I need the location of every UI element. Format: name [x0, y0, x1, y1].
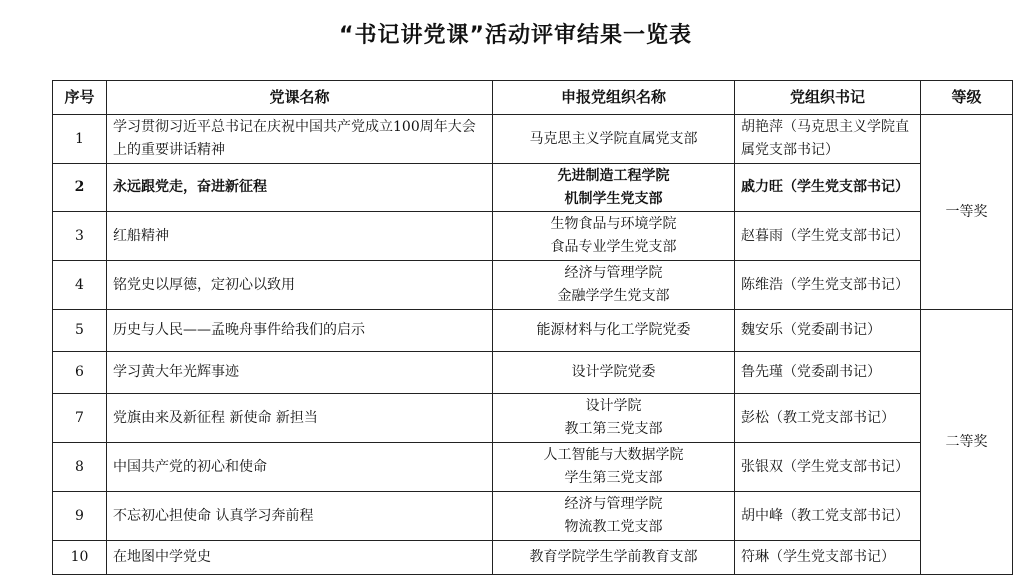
header-award: 等级	[921, 81, 1013, 115]
row-org	[493, 492, 735, 541]
row-secretary: 胡中峰（教工党支部书记）	[735, 492, 921, 541]
row-org	[493, 541, 735, 575]
org-line: 人工智能与大数据学院	[543, 447, 684, 463]
results-table	[52, 80, 1013, 575]
row-secretary: 赵暮雨（学生党支部书记）	[735, 212, 921, 261]
row-secretary: 戚力旺（学生党支部书记）	[735, 164, 921, 212]
org-line: 经济与管理学院	[564, 265, 663, 281]
row-course: 学习黄大年光辉事迹	[107, 352, 493, 394]
row-course: 铭党史以厚德，定初心以致用	[107, 261, 493, 310]
row-secretary: 张银双（学生党支部书记）	[735, 443, 921, 492]
org-line: 设计学院党委	[571, 364, 656, 380]
row-course: 不忘初心担使命 认真学习奔前程	[107, 492, 493, 541]
row-course: 历史与人民——孟晚舟事件给我们的启示	[107, 310, 493, 352]
org-line: 能源材料与化工学院党委	[536, 322, 691, 338]
table-row	[53, 394, 1013, 443]
row-no: 1	[53, 115, 107, 164]
row-no: 2	[53, 164, 107, 212]
org-line: 金融学学生党支部	[557, 288, 670, 304]
org-line: 设计学院	[585, 398, 642, 414]
org-line: 教工第三党支部	[564, 421, 663, 437]
table-row	[53, 164, 1013, 212]
row-course: 永远跟党走，奋进新征程	[107, 164, 493, 212]
row-org	[493, 212, 735, 261]
org-line: 生物食品与环境学院	[550, 216, 677, 232]
row-secretary: 鲁先瑾（党委副书记）	[735, 352, 921, 394]
org-line: 学生第三党支部	[564, 470, 663, 486]
org-line: 教育学院学生学前教育支部	[529, 549, 698, 565]
row-course: 学习贯彻习近平总书记在庆祝中国共产党成立100周年大会上的重要讲话精神	[107, 115, 493, 164]
header-org: 申报党组织名称	[493, 81, 735, 115]
table-row	[53, 352, 1013, 394]
row-course: 中国共产党的初心和使命	[107, 443, 493, 492]
row-no: 10	[53, 541, 107, 575]
row-course: 红船精神	[107, 212, 493, 261]
header-course: 党课名称	[107, 81, 493, 115]
table-row	[53, 443, 1013, 492]
row-secretary: 胡艳萍（马克思主义学院直属党支部书记）	[735, 115, 921, 164]
award-second: 二等奖	[921, 310, 1013, 575]
header-no: 序号	[53, 81, 107, 115]
row-secretary: 魏安乐（党委副书记）	[735, 310, 921, 352]
org-line: 先进制造工程学院	[557, 167, 670, 184]
row-no: 5	[53, 310, 107, 352]
header-row	[53, 81, 1013, 115]
row-no: 3	[53, 212, 107, 261]
row-org	[493, 394, 735, 443]
org-line: 物流教工党支部	[564, 519, 663, 535]
row-no: 9	[53, 492, 107, 541]
row-course: 在地图中学党史	[107, 541, 493, 575]
table-row	[53, 212, 1013, 261]
header-secretary: 党组织书记	[735, 81, 921, 115]
row-no: 6	[53, 352, 107, 394]
org-line: 马克思主义学院直属党支部	[529, 130, 698, 147]
row-secretary: 符琳（学生党支部书记）	[735, 541, 921, 575]
row-course: 党旗由来及新征程 新使命 新担当	[107, 394, 493, 443]
row-org	[493, 352, 735, 394]
org-line: 食品专业学生党支部	[550, 239, 677, 255]
row-org	[493, 115, 735, 164]
org-line: 经济与管理学院	[564, 496, 663, 512]
row-org	[493, 261, 735, 310]
row-org	[493, 443, 735, 492]
row-no: 4	[53, 261, 107, 310]
table-row	[53, 115, 1013, 164]
row-no: 8	[53, 443, 107, 492]
table-row	[53, 541, 1013, 575]
row-org	[493, 164, 735, 212]
row-no: 7	[53, 394, 107, 443]
row-secretary: 陈维浩（学生党支部书记）	[735, 261, 921, 310]
table-row	[53, 261, 1013, 310]
row-org	[493, 310, 735, 352]
award-first: 一等奖	[921, 115, 1013, 310]
page-title: “书记讲党课”活动评审结果一览表	[339, 23, 692, 48]
row-secretary: 彭松（教工党支部书记）	[735, 394, 921, 443]
org-line: 机制学生党支部	[564, 190, 663, 207]
table-row	[53, 492, 1013, 541]
table-row	[53, 310, 1013, 352]
